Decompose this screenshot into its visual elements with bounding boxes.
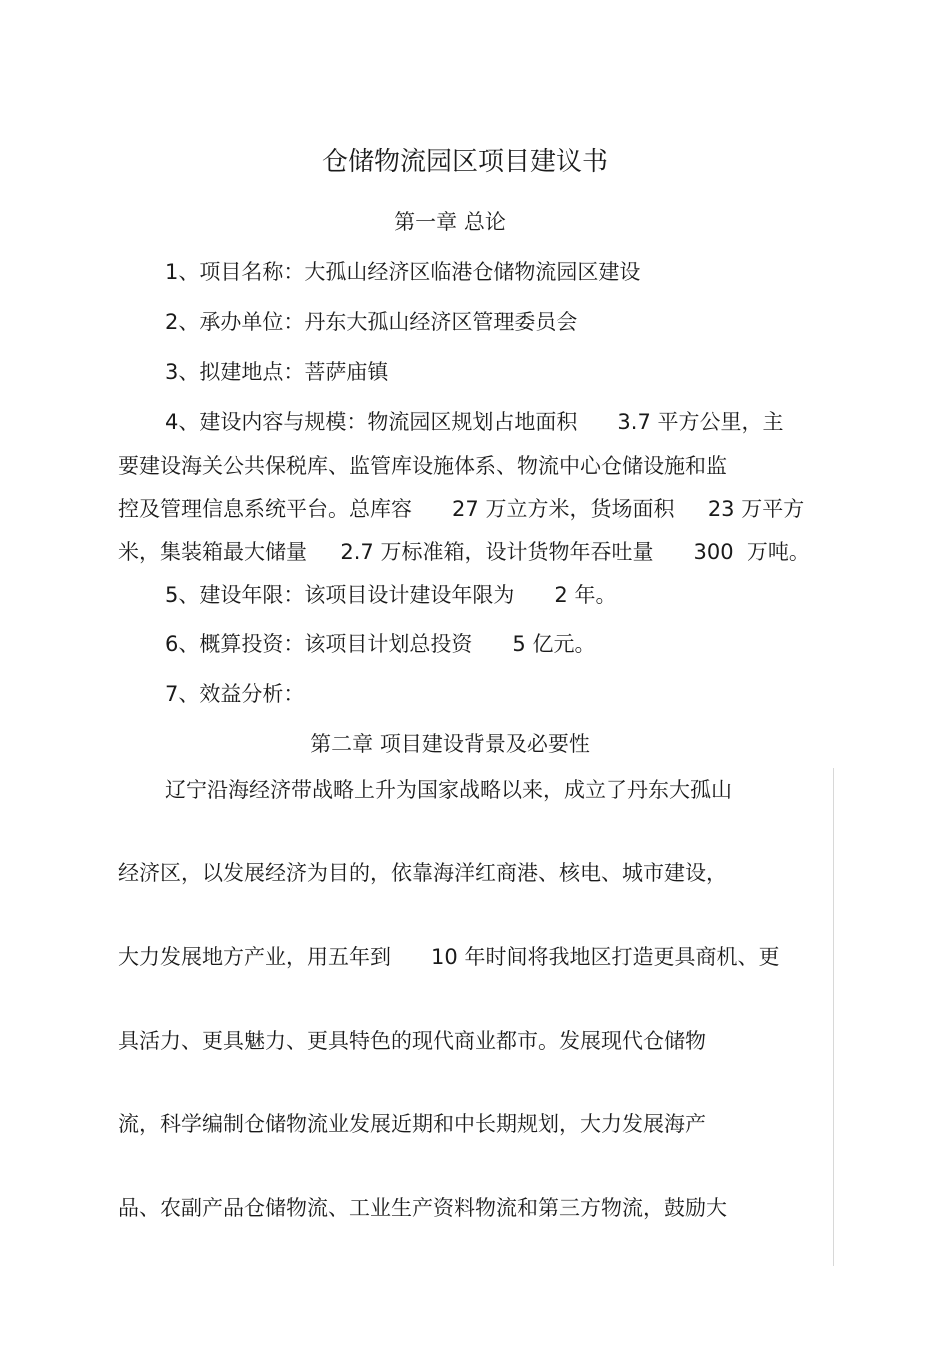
item-scope-line-4: 米，集装箱最大储量 2.7 万标准箱，设计货物年吞吐量 300 万吨。 <box>118 540 810 564</box>
chapter-2-line-3: 大力发展地方产业，用五年到 10 年时间将我地区打造更具商机、更 <box>118 945 780 969</box>
item-project-name: 1、项目名称：大孤山经济区临港仓储物流园区建设 <box>165 260 641 284</box>
item-benefit-analysis: 7、效益分析： <box>165 682 305 706</box>
item-duration: 5、建设年限：该项目设计建设年限为 2 年。 <box>165 583 617 607</box>
page-edge-divider <box>833 768 834 1266</box>
item-scope-line-3: 控及管理信息系统平台。总库容 27 万立方米，货场面积 23 万平方 <box>118 497 805 521</box>
item-location: 3、拟建地点：菩萨庙镇 <box>165 360 389 384</box>
document-title: 仓储物流园区项目建议书 <box>321 147 608 177</box>
chapter-2-line-4: 具活力、更具魅力、更具特色的现代商业都市。发展现代仓储物 <box>118 1029 706 1053</box>
item-organizer: 2、承办单位：丹东大孤山经济区管理委员会 <box>165 310 578 334</box>
item-scope-line-2: 要建设海关公共保税库、监管库设施体系、物流中心仓储设施和监 <box>118 454 727 478</box>
chapter-2-line-2: 经济区，以发展经济为目的，依靠海洋红商港、核电、城市建设， <box>118 861 727 885</box>
chapter-2-line-1: 辽宁沿海经济带战略上升为国家战略以来，成立了丹东大孤山 <box>165 778 732 802</box>
chapter-2-line-6: 品、农副产品仓储物流、工业生产资料物流和第三方物流，鼓励大 <box>118 1196 727 1220</box>
chapter-2-line-5: 流，科学编制仓储物流业发展近期和中长期规划，大力发展海产 <box>118 1112 706 1136</box>
chapter-1-heading: 第一章 总论 <box>394 210 506 234</box>
item-scope-line-1: 4、建设内容与规模：物流园区规划占地面积 3.7 平方公里，主 <box>165 410 784 434</box>
item-investment: 6、概算投资：该项目计划总投资 5 亿元。 <box>165 632 596 656</box>
chapter-2-heading: 第二章 项目建设背景及必要性 <box>310 732 590 756</box>
